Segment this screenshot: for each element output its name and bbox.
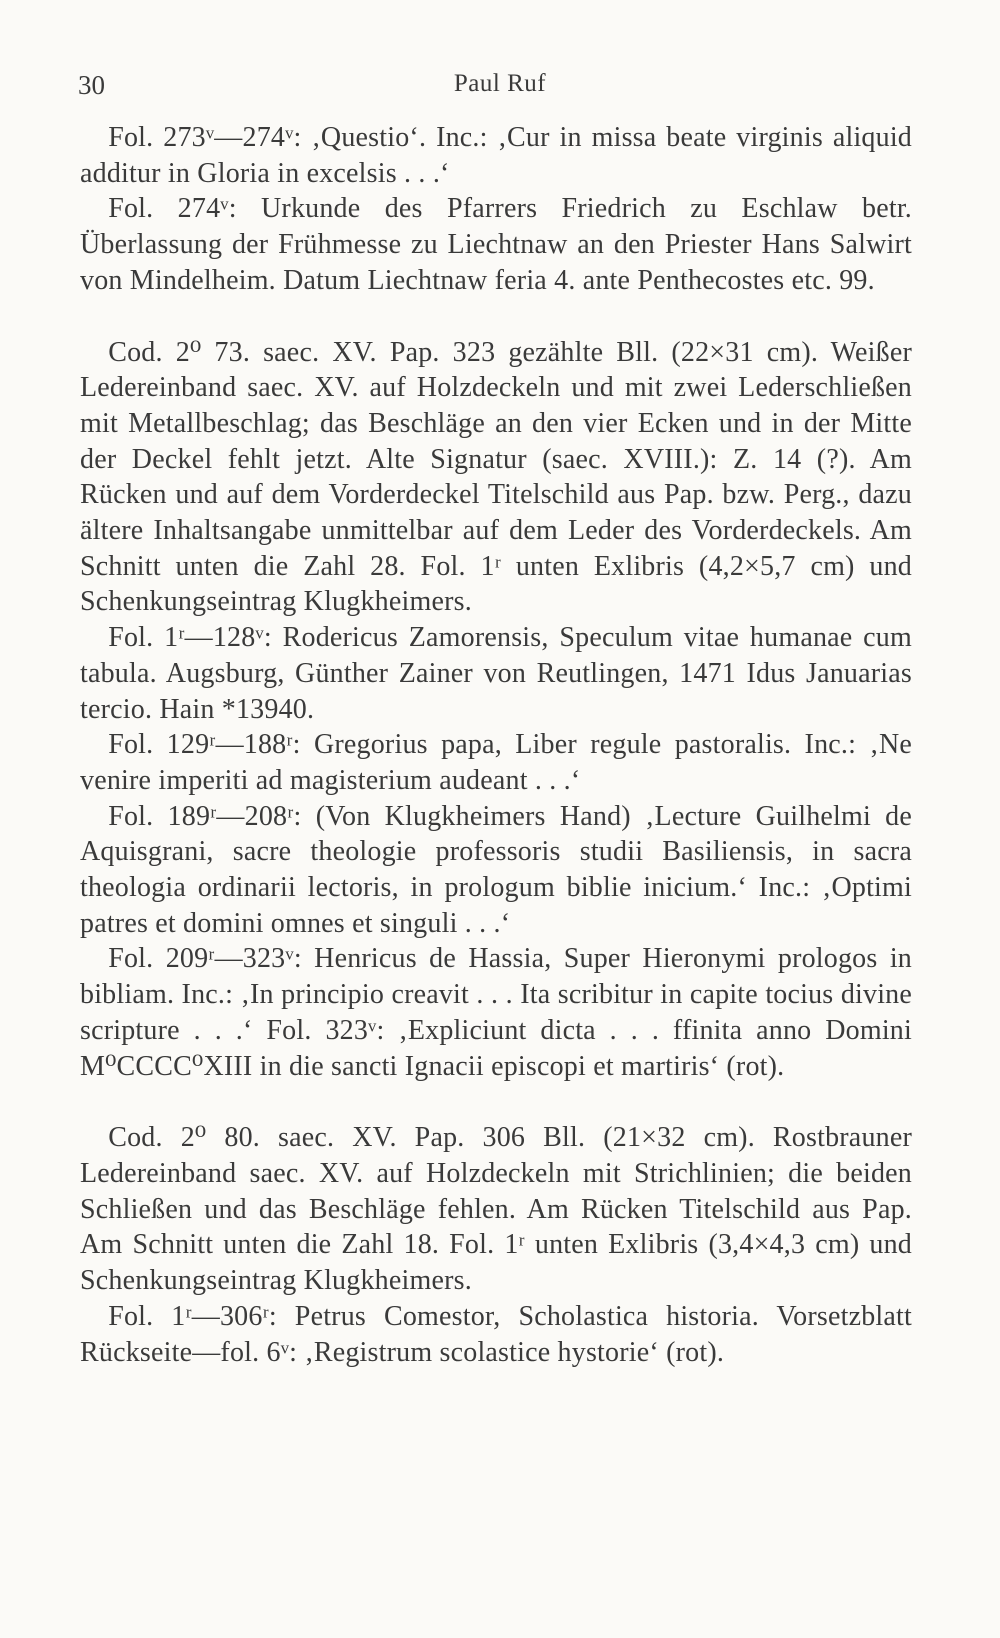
section-spacer bbox=[80, 299, 912, 335]
paragraph: Fol. 209ʳ—323ᵛ: Henricus de Hassia, Super Hieronymi prologos in bibliam. Inc.: ‚In principio creavit . . . Ita scribitur in capite tocius divine scripture . . .‘ Fol. 323ᵛ: ‚Expliciunt dicta . . . ffinita anno Domini M⁰CCCC⁰XIII in die sancti Ignacii episcopi et martiris‘ (rot). bbox=[80, 943, 912, 1082]
page-header bbox=[0, 70, 1000, 104]
paragraph: Fol. 129ʳ—188ʳ: Gregorius papa, Liber regule pastoralis. Inc.: ‚Ne venire imperiti ad magisterium audeant . . .‘ bbox=[80, 729, 912, 796]
paragraph: Cod. 2⁰ 73. saec. XV. Pap. 323 gezählte Bll. (22×31 cm). Weißer Ledereinband saec. XV. auf Holzdeckeln und mit zwei Lederschließen mit Metallbeschlag; das Beschläge an den vier Ecken und in der Mitte der Deckel fehlt jetzt. Alte Signatur (saec. XVIII.): Z. 14 (?). Am Rücken und auf dem Vorderdeckel Titelschild aus Pap. bzw. Perg., dazu ältere Inhaltsangabe unmittelbar auf dem Leder des Vorderdeckels. Am Schnitt unten die Zahl 28. Fol. 1ʳ unten Exlibris (4,2×5,7 cm) und Schenkungseintrag Klugkheimers. bbox=[80, 336, 912, 618]
body-text bbox=[80, 120, 912, 1370]
paragraph: Fol. 1ʳ—128ᵛ: Rodericus Zamorensis, Speculum vitae humanae cum tabula. Augsburg, Günther Zainer von Reutlingen, 1471 Idus Januarias tercio. Hain *13940. bbox=[80, 622, 912, 725]
page-number: 30 bbox=[78, 70, 105, 100]
paragraph: Fol. 1ʳ—306ʳ: Petrus Comestor, Scholastica historia. Vorsetzblatt Rückseite—fol. 6ᵛ: ‚Registrum scolastice hystorie‘ (rot). bbox=[80, 1300, 912, 1368]
paragraph: Fol. 189ʳ—208ʳ: (Von Klugkheimers Hand) ‚Lecture Guilhelmi de Aquisgrani, sacre theologie professoris studii Basiliensis, in sacra theologia ordinarii lectoris, in prologum biblie inicium.‘ Inc.: ‚Optimi patres et domini omnes et singuli . . .‘ bbox=[80, 800, 912, 939]
section-spacer bbox=[80, 1084, 912, 1120]
paragraph: Fol. 274ᵛ: Urkunde des Pfarrers Friedrich zu Eschlaw betr. Überlassung der Frühmesse zu Liechtnaw an den Priester Hans Salwirt von Mindelheim. Datum Liechtnaw feria 4. ante Penthecostes etc. 99. bbox=[80, 193, 912, 296]
paragraph: Fol. 273ᵛ—274ᵛ: ‚Questio‘. Inc.: ‚Cur in missa beate virginis aliquid additur in Gloria in excelsis . . .‘ bbox=[80, 122, 912, 189]
paragraph: Cod. 2⁰ 80. saec. XV. Pap. 306 Bll. (21×32 cm). Rostbrauner Ledereinband saec. XV. auf Holzdeckeln mit Strichlinien; die beiden Schließen und das Beschläge fehlen. Am Rücken Titelschild aus Pap. Am Schnitt unten die Zahl 18. Fol. 1ʳ unten Exlibris (3,4×4,3 cm) und Schenkungseintrag Klugkheimers. bbox=[80, 1122, 912, 1297]
running-title: Paul Ruf bbox=[453, 70, 547, 97]
